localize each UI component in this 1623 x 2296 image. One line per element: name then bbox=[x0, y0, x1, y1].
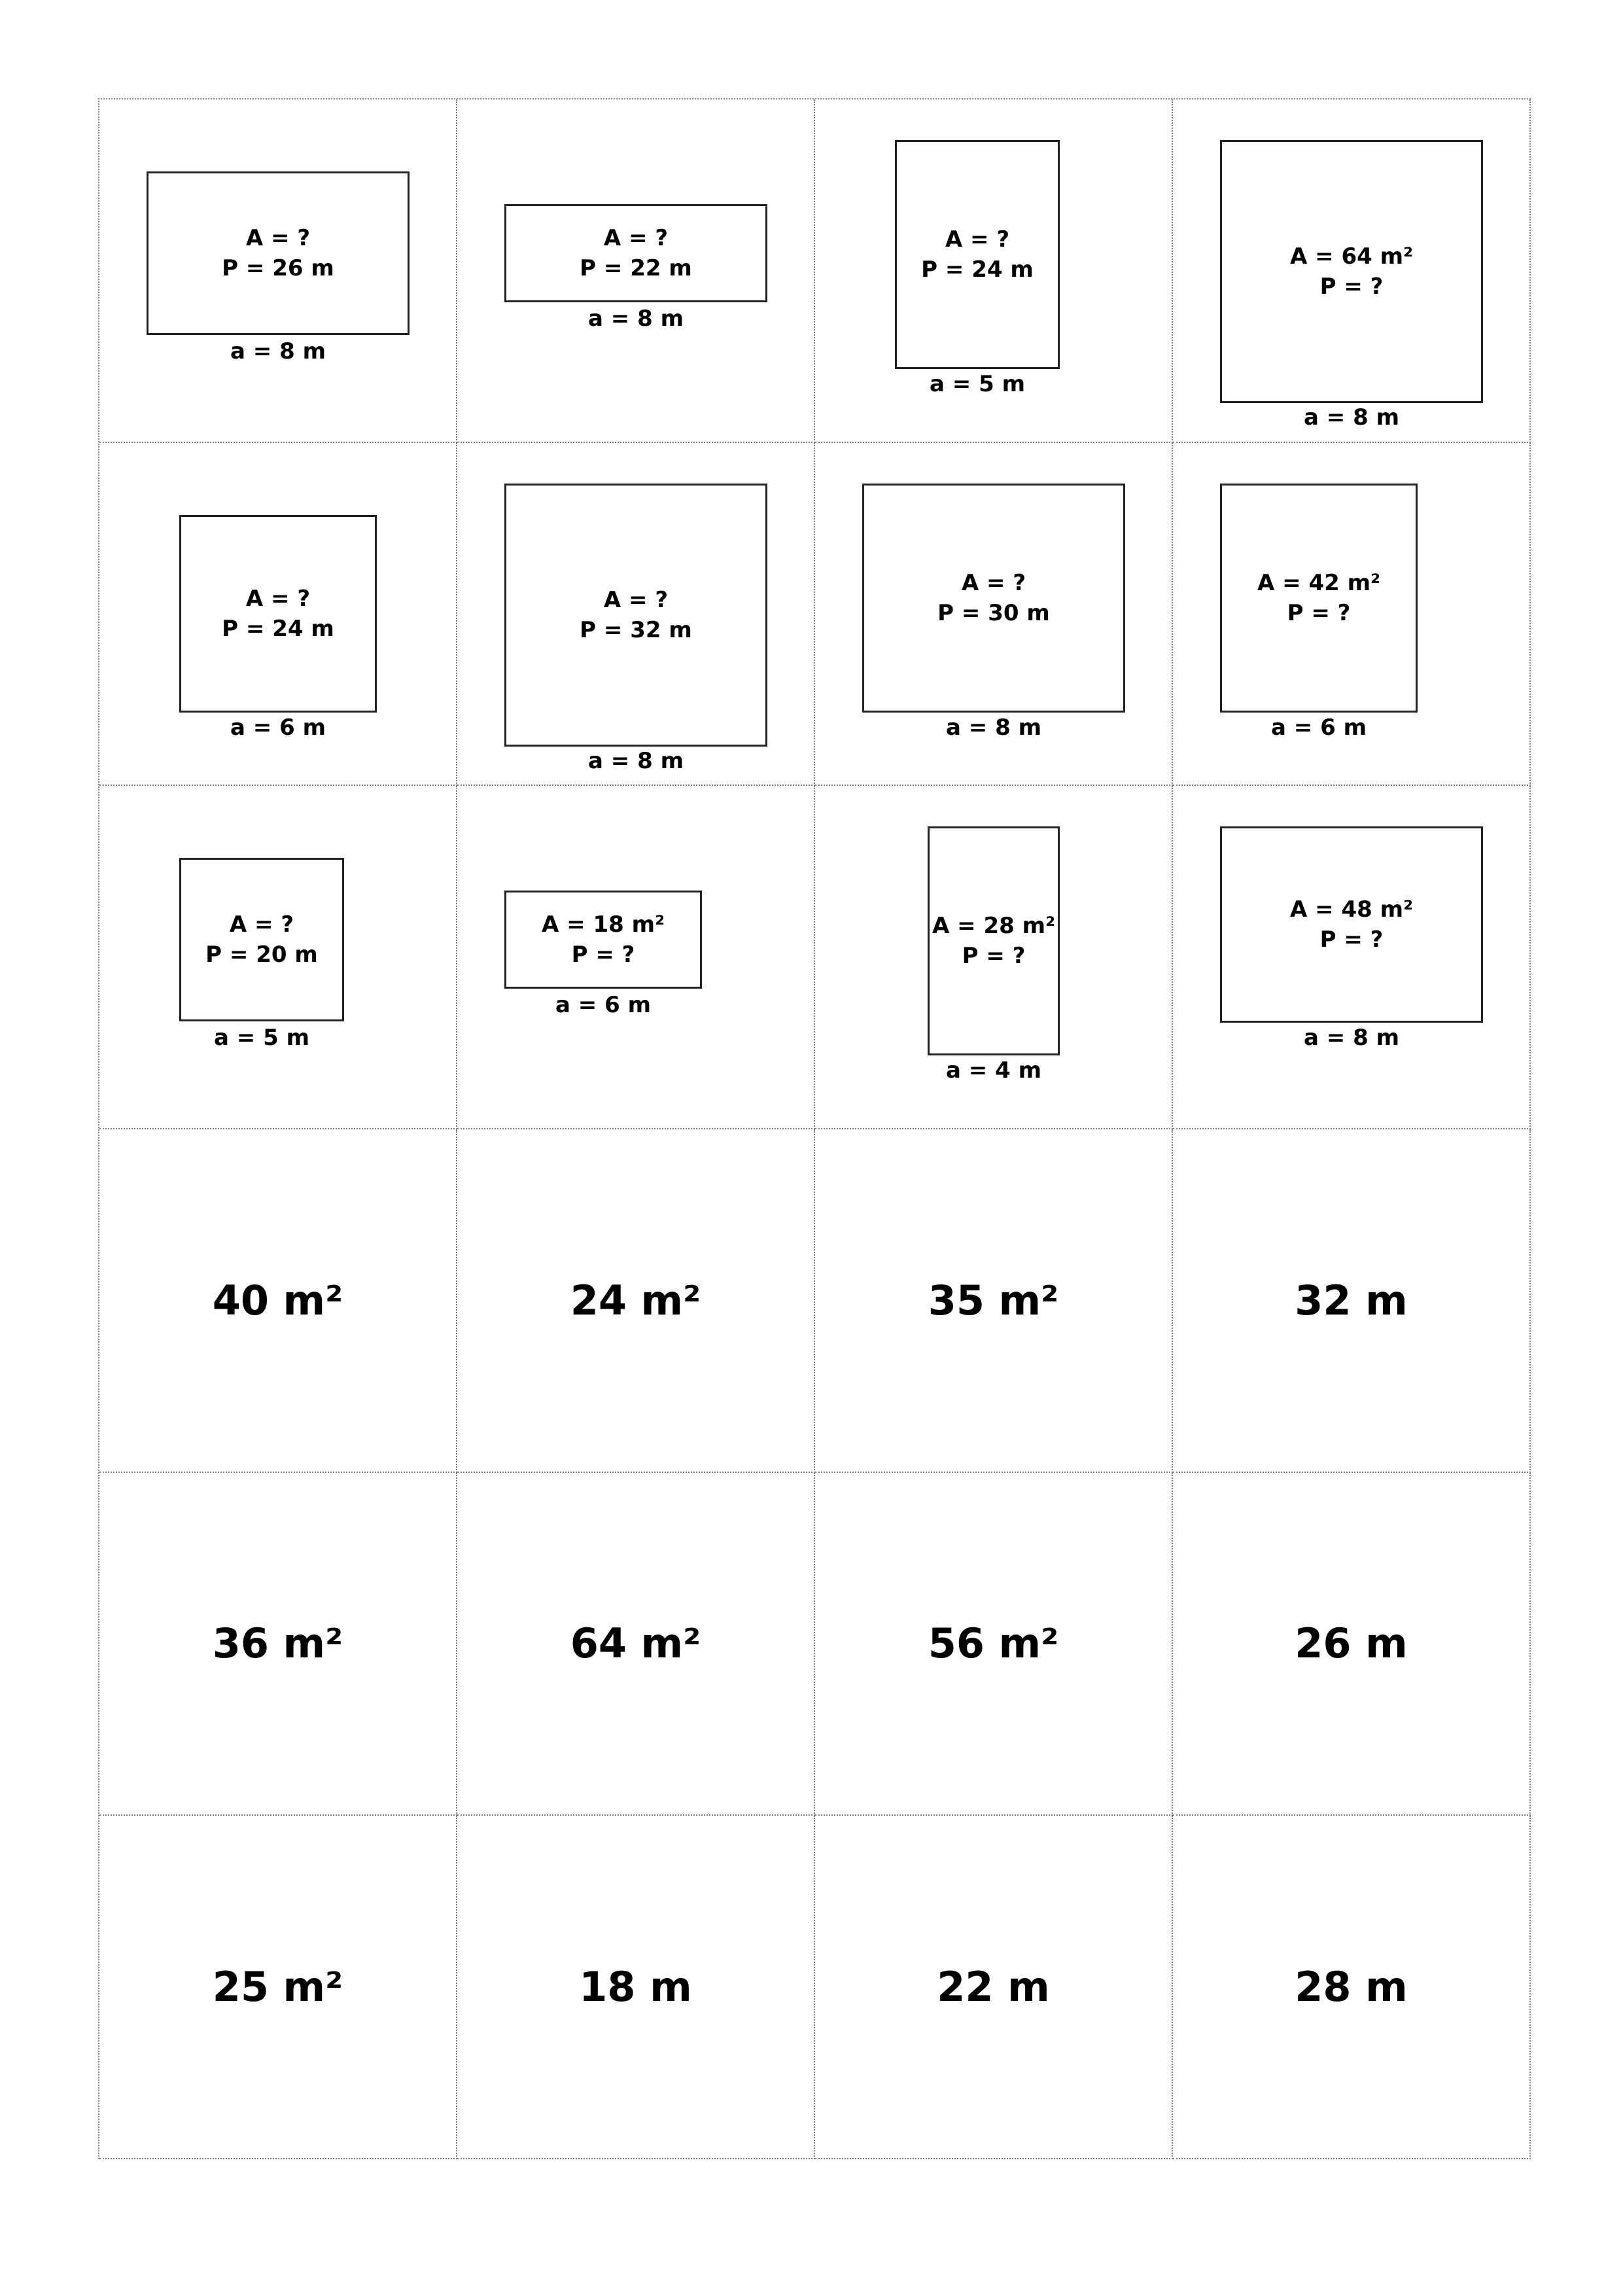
answer-value: 64 m² bbox=[570, 1619, 701, 1668]
rectangle-figure bbox=[179, 858, 344, 1021]
side-length-label: a = 8 m bbox=[1303, 404, 1400, 431]
perimeter-label: P = ? bbox=[1287, 599, 1351, 626]
answer-card bbox=[99, 1473, 457, 1816]
perimeter-label: P = ? bbox=[1319, 274, 1384, 300]
answer-value: 28 m bbox=[1295, 1963, 1408, 2011]
area-label: A = 18 m² bbox=[542, 911, 665, 938]
side-length-label: a = 8 m bbox=[230, 338, 326, 364]
rectangle-figure bbox=[862, 484, 1125, 713]
rectangle-figure bbox=[928, 826, 1060, 1055]
side-length-label: a = 6 m bbox=[555, 992, 652, 1019]
rectangle-figure bbox=[1220, 484, 1418, 713]
area-label: A = 48 m² bbox=[1290, 896, 1413, 923]
card-sheet bbox=[98, 98, 1531, 2159]
side-length-label: a = 5 m bbox=[213, 1025, 310, 1051]
answer-card bbox=[99, 1129, 457, 1473]
perimeter-label: P = 22 m bbox=[580, 255, 692, 281]
task-card bbox=[815, 443, 1173, 786]
perimeter-label: P = 30 m bbox=[937, 599, 1050, 626]
area-label: A = ? bbox=[945, 226, 1010, 253]
answer-value: 35 m² bbox=[928, 1276, 1059, 1324]
area-label: A = ? bbox=[961, 569, 1026, 596]
answer-value: 40 m² bbox=[212, 1276, 343, 1324]
side-length-label: a = 8 m bbox=[587, 747, 684, 774]
task-card bbox=[99, 99, 457, 443]
side-length-label: a = 5 m bbox=[929, 371, 1026, 397]
answer-card bbox=[1173, 1816, 1531, 2159]
answer-card bbox=[815, 1816, 1173, 2159]
side-length-label: a = 4 m bbox=[945, 1057, 1042, 1084]
area-label: A = ? bbox=[245, 225, 311, 251]
rectangle-figure bbox=[1220, 140, 1483, 403]
rectangle-figure bbox=[504, 204, 767, 302]
side-length-label: a = 8 m bbox=[1303, 1025, 1400, 1051]
rectangle-figure bbox=[1220, 826, 1483, 1023]
rectangle-figure bbox=[504, 484, 767, 747]
answer-value: 32 m bbox=[1295, 1276, 1408, 1324]
task-card bbox=[99, 786, 457, 1129]
task-card bbox=[815, 786, 1173, 1129]
perimeter-label: P = 24 m bbox=[222, 615, 334, 642]
task-card bbox=[1173, 786, 1531, 1129]
perimeter-label: P = 26 m bbox=[222, 255, 334, 281]
area-label: A = 28 m² bbox=[932, 913, 1055, 940]
answer-value: 18 m bbox=[579, 1963, 692, 2011]
task-card bbox=[457, 99, 815, 443]
task-card bbox=[457, 786, 815, 1129]
answer-value: 22 m bbox=[937, 1963, 1050, 2011]
answer-card bbox=[457, 1473, 815, 1816]
perimeter-label: P = ? bbox=[1319, 927, 1384, 953]
perimeter-label: P = ? bbox=[962, 943, 1026, 970]
answer-value: 25 m² bbox=[212, 1963, 343, 2011]
answer-card bbox=[1173, 1129, 1531, 1473]
answer-card bbox=[815, 1473, 1173, 1816]
answer-card bbox=[457, 1129, 815, 1473]
answer-value: 36 m² bbox=[212, 1619, 343, 1668]
side-length-label: a = 6 m bbox=[230, 714, 326, 741]
rectangle-figure bbox=[179, 515, 377, 713]
task-card bbox=[1173, 443, 1531, 786]
rectangle-figure bbox=[895, 140, 1060, 369]
perimeter-label: P = 24 m bbox=[921, 256, 1034, 283]
rectangle-figure bbox=[504, 891, 702, 989]
answer-value: 26 m bbox=[1295, 1619, 1408, 1668]
side-length-label: a = 8 m bbox=[587, 306, 684, 332]
task-card bbox=[457, 443, 815, 786]
area-label: A = ? bbox=[603, 586, 669, 613]
answer-card bbox=[457, 1816, 815, 2159]
answer-value: 56 m² bbox=[928, 1619, 1059, 1668]
answer-card bbox=[1173, 1473, 1531, 1816]
task-card bbox=[99, 443, 457, 786]
side-length-label: a = 8 m bbox=[945, 714, 1042, 741]
answer-card bbox=[815, 1129, 1173, 1473]
answer-value: 24 m² bbox=[570, 1276, 701, 1324]
area-label: A = 64 m² bbox=[1290, 243, 1413, 270]
rectangle-figure bbox=[147, 171, 410, 335]
perimeter-label: P = 32 m bbox=[580, 616, 692, 643]
area-label: A = ? bbox=[245, 585, 311, 612]
task-card bbox=[1173, 99, 1531, 443]
perimeter-label: P = ? bbox=[571, 942, 635, 968]
area-label: A = ? bbox=[229, 911, 294, 938]
area-label: A = ? bbox=[603, 225, 669, 251]
perimeter-label: P = 20 m bbox=[205, 942, 318, 968]
task-card bbox=[815, 99, 1173, 443]
answer-card bbox=[99, 1816, 457, 2159]
area-label: A = 42 m² bbox=[1257, 569, 1380, 596]
side-length-label: a = 6 m bbox=[1270, 714, 1367, 741]
